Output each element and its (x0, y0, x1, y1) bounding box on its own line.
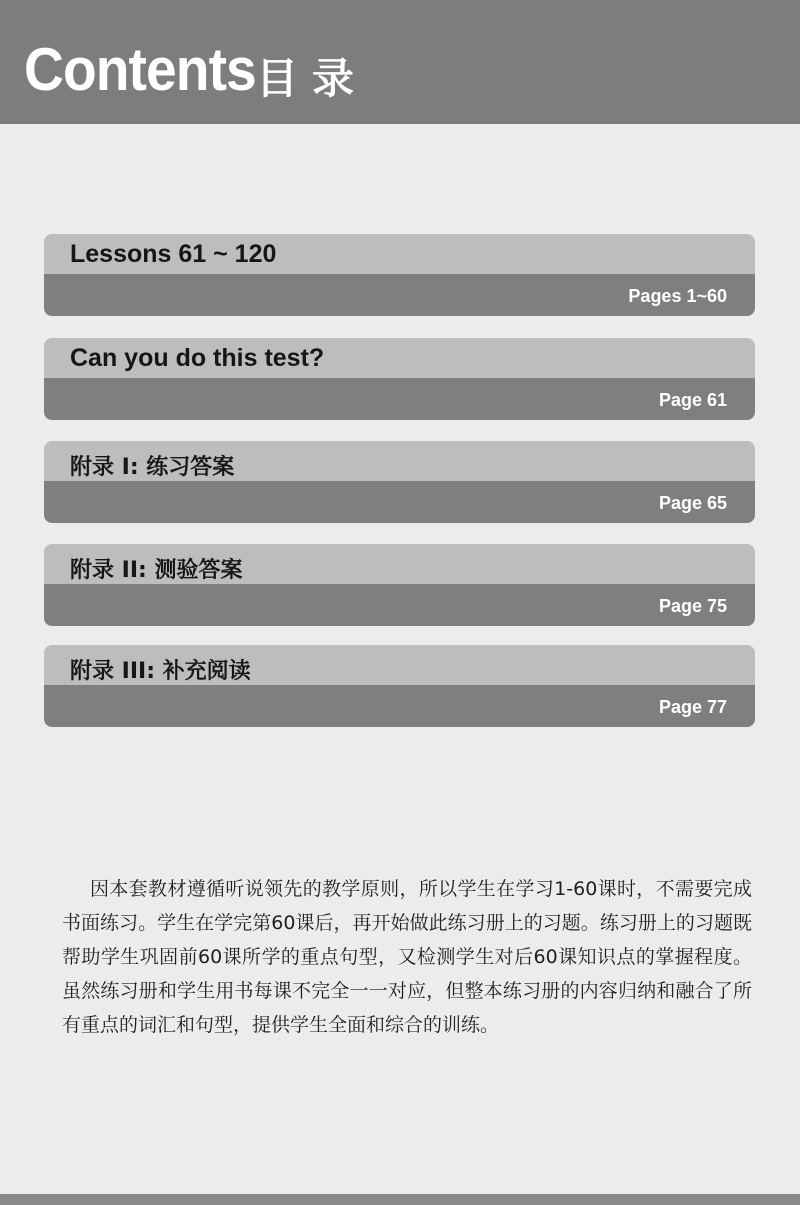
toc-entry-title: 附录 I: 练习答案 (70, 455, 235, 480)
toc-entry-title: 附录 III: 补充阅读 (70, 659, 251, 684)
toc-page-band (44, 584, 755, 626)
contents-header (0, 0, 800, 124)
toc-entry-page: Page 65 (658, 493, 727, 513)
toc-entry-page: Page 75 (658, 596, 727, 616)
toc-entry-page: Pages 1~60 (628, 286, 727, 306)
toc-entry-title: Lessons 61 ~ 120 (70, 240, 277, 268)
intro-paragraph: 因本套教材遵循听说领先的教学原则，所以学生在学习1-60课时，不需要完成书面练习。学生在学完第60课后，再开始做此练习册上的习题。练习册上的习题既帮助学生巩固前60课所学的重点句型，又检测学生对后60课知识点的掌握程度。虽然练习册和学生用书每课不完全一一对应，但整本练习册的内容归纳和融合了所有重点的词汇和句型，提供学生全面和综合的训练。 (62, 878, 752, 1036)
bottom-bar (0, 1194, 800, 1205)
toc-entry-lessons[interactable] (44, 234, 755, 322)
toc-entry-appendix-2[interactable] (44, 544, 755, 632)
toc-page-band (44, 378, 755, 420)
toc-entry-title: 附录 II: 测验答案 (70, 558, 243, 583)
toc-entry-page: Page 77 (658, 697, 727, 717)
toc-entry-appendix-3[interactable] (44, 645, 755, 733)
toc-page-band (44, 685, 755, 727)
contents-title-cn: 目录 (256, 54, 369, 103)
toc-entry-test[interactable] (44, 338, 755, 426)
toc-entry-appendix-1[interactable] (44, 441, 755, 529)
contents-title: Contents (24, 36, 256, 103)
toc-entry-page: Page 61 (658, 390, 727, 410)
toc-page-band (44, 481, 755, 523)
toc-entry-title: Can you do this test? (70, 344, 325, 372)
